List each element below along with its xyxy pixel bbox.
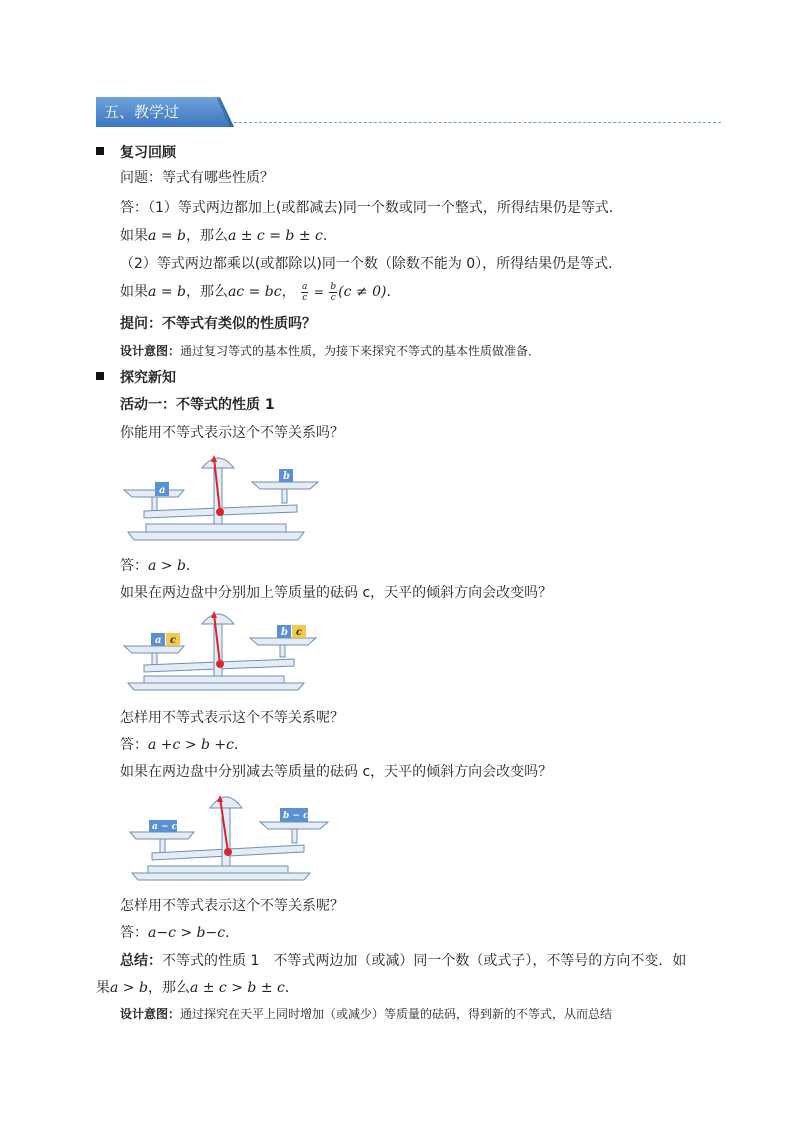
- explore-question-2: 如果在两边盘中分别加上等质量的砝码 c，天平的倾斜方向会改变吗？: [120, 585, 553, 601]
- section-title: 五、教学过: [104, 103, 180, 121]
- if2-comma: ，: [281, 284, 296, 300]
- block-c-label: c: [296, 627, 303, 638]
- review-question: 问题：等式有哪些性质？: [120, 170, 274, 186]
- if1-mid: ，那么: [185, 228, 228, 244]
- if1-prefix: 如果: [120, 228, 148, 244]
- if2-equals: =: [313, 285, 324, 299]
- block-a-label: a: [159, 485, 166, 496]
- if2-note: (c ≠ 0): [338, 284, 387, 300]
- block-b-label: b: [283, 471, 290, 482]
- answer-5: 答：a−c > b−c．: [120, 925, 240, 941]
- block-b-label: b: [281, 627, 288, 638]
- if1-end: ．: [322, 228, 337, 244]
- explore-design-intent: 设计意图：通过探究在天平上同时增加（或减少）等质量的砝码，得到新的不等式，从而总结: [120, 1007, 613, 1021]
- summary-line-1: 总结：不等式的性质 1 不等式两边加（或减）同一个数（或式子），不等号的方向不变．如: [120, 953, 687, 969]
- balance-figure-2: [122, 610, 322, 692]
- fraction-b-over-c: $\frac{b}{c}$: [330, 281, 337, 303]
- review-answer-1: 答：（1）等式两边都加上(或都减去)同一个数或同一个整式，所得结果仍是等式．: [120, 200, 623, 216]
- answer-3: 答：a +c > b +c．: [120, 737, 248, 753]
- summary-line-2: 果a > b，那么a ± c > b ± c．: [96, 980, 299, 996]
- review-design-intent: 设计意图：通过复习等式的基本性质，为接下来探究不等式的基本性质做准备．: [120, 344, 541, 358]
- bullet-icon: [96, 372, 104, 380]
- explore-question-5: 怎样用不等式表示这个不等关系呢？: [120, 898, 344, 914]
- if1-result: a ± c = b ± c: [227, 228, 323, 244]
- review-answer-2: （2）等式两边都乘以(或都除以)同一个数（除数不能为 0），所得结果仍是等式．: [120, 256, 623, 272]
- if2-end: ．: [386, 284, 401, 300]
- balance-figure-3: [122, 790, 332, 882]
- explore-question-4: 如果在两边盘中分别减去等质量的砝码 c，天平的倾斜方向会改变吗？: [120, 764, 553, 780]
- if2-mid: ，那么: [185, 284, 228, 300]
- review-prompt: 提问：不等式有类似的性质吗？: [120, 316, 316, 332]
- if2-prefix: 如果: [120, 284, 148, 300]
- explore-question-1: 你能用不等式表示这个不等关系吗？: [120, 425, 344, 441]
- fraction-a-over-c: $\frac{a}{c}$: [302, 281, 308, 303]
- review-if-2: [120, 281, 400, 303]
- answer-1: 答：a > b．: [120, 558, 200, 574]
- explore-question-3: 怎样用不等式表示这个不等关系呢？: [120, 710, 344, 726]
- if2-result: ac = bc: [227, 284, 282, 300]
- block-a-label: a: [155, 635, 162, 646]
- explore-heading: 探究新知: [120, 370, 176, 386]
- block-a-minus-c-label: a − c: [152, 822, 178, 832]
- if1-condition: a = b: [148, 228, 186, 244]
- review-heading: 复习回顾: [120, 145, 176, 161]
- activity-title: 活动一：不等式的性质 1: [120, 397, 275, 413]
- if2-condition: a = b: [148, 284, 186, 300]
- balance-figure-1: [122, 452, 322, 544]
- review-if-1: [120, 225, 337, 245]
- bullet-icon: [96, 147, 104, 155]
- block-c-label: c: [170, 635, 177, 646]
- block-b-minus-c-label: b − c: [283, 811, 309, 821]
- section-divider: [234, 122, 721, 123]
